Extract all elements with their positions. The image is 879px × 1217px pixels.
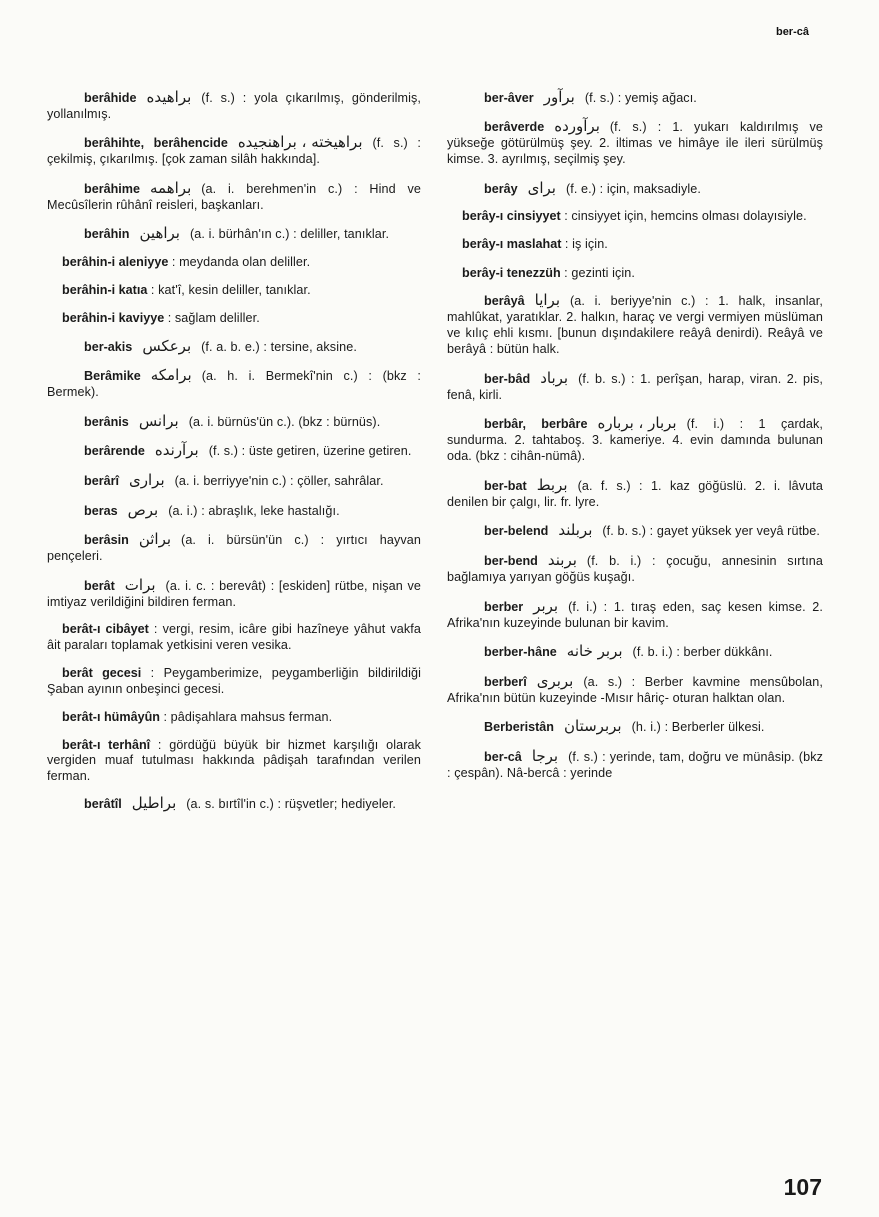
dictionary-entry: [47, 338, 421, 355]
definition: (a. i. beriyye'nin c.) : 1. halk, insanlar, mahlûkat, yaratıklar. 2. halkın, haraç ve vergi vermiyen müslüman ve kılıç ehli kısmı. [bunun dışındakilere reâyâ denirdi). Reâyâ ve berâyâ : bütün halk.: [447, 294, 823, 357]
definition: (a. i. c. : berevât) : [eskiden] rütbe, nişan ve imtiyaz verildiğini bildiren ferman.: [47, 578, 421, 609]
headword: berâhin-i aleniyye: [62, 254, 169, 269]
definition: (f. s.) : yola çıkarılmış, gönderilmiş, yollanılmış.: [47, 90, 421, 121]
guide-word: ber-câ: [775, 26, 809, 38]
definition: (a. i.) : abraşlık, leke hastalığı.: [168, 503, 340, 518]
headword: ber-bâd: [484, 371, 531, 386]
dictionary-entry: [47, 367, 421, 400]
definition: (h. i.) : Berberler ülkesi.: [631, 720, 765, 735]
page-number: 107: [783, 1174, 822, 1200]
dictionary-entry: [47, 442, 421, 459]
definition: (f. b. s.) : 1. perîşan, harap, viran. 2. pis, fenâ, kirli.: [447, 371, 823, 402]
definition: : iş için.: [564, 237, 608, 252]
headword: berâhin-i kaviyye: [62, 311, 165, 326]
headword: berbâr, berbâre: [484, 417, 588, 432]
definition: (a. i. berehmen'in c.) : Hind ve Mecûsîlerin rûhânî reisleri, başkanları.: [47, 181, 421, 212]
arabic-script: برامکه: [150, 366, 192, 385]
arabic-script: بربند: [547, 551, 577, 570]
dictionary-entry: [47, 413, 421, 430]
definition: (a. i. bürnüs'ün c.). (bkz : bürnüs).: [188, 414, 381, 429]
headword: berâhin-i katıa: [62, 283, 148, 298]
headword: Berberistân: [484, 720, 554, 735]
definition: (a. i. bürsün'ün c.) : yırtıcı hayvan pençeleri.: [47, 533, 421, 564]
headword: berây-ı maslahat: [462, 237, 562, 252]
definition: : sağlam deliller.: [167, 311, 260, 326]
headword: berber: [484, 599, 524, 614]
headword: berây: [484, 181, 518, 196]
arabic-script: برای: [527, 178, 556, 197]
dictionary-entry: [447, 718, 823, 735]
arabic-script: بربلند: [558, 521, 593, 540]
dictionary-entry: [47, 502, 421, 519]
dictionary-entry: [447, 673, 823, 706]
arabic-script: براثن: [138, 530, 172, 549]
dictionary-entry: [447, 180, 823, 197]
definition: (a. f. s.) : 1. kaz göğüslü. 2. i. lâvuta denilen bir çalgı, lir. fr. lyre.: [447, 478, 823, 509]
headword: berâhime: [84, 181, 140, 196]
definition: : gezinti için.: [564, 265, 635, 280]
headword: berber-hâne: [484, 645, 557, 660]
headword: berât-ı cibâyet: [62, 622, 149, 637]
headword: ber-belend: [484, 524, 549, 539]
headword: berberî: [484, 674, 527, 689]
headword: berât gecesi: [62, 666, 142, 680]
headword: berâverde: [484, 120, 545, 135]
subentry: [47, 283, 421, 299]
dictionary-entry: [47, 225, 421, 242]
definition: : Peygamberimize, peygamberliğin bildirildiği Şaban ayının onbeşinci gecesi.: [47, 666, 421, 696]
dictionary-entry: [447, 643, 823, 660]
arabic-script: براهمه: [150, 178, 192, 197]
subentry: [47, 622, 421, 653]
dictionary-entry: [47, 180, 421, 213]
definition: : gördüğü büyük bir hizmet karşılığı olarak vergiden muaf tutulması hakkında pâdişah tarafından verilen ferman.: [47, 737, 421, 783]
dictionary-entry: [47, 134, 421, 167]
definition: (a. i. berriyye'nin c.) : çöller, sahrâlar.: [174, 474, 384, 489]
dictionary-entry: [47, 531, 421, 564]
definition: (f. s.) : yemiş ağacı.: [584, 90, 697, 105]
arabic-script: بربط: [536, 475, 568, 494]
arabic-script: برص: [127, 500, 159, 519]
dictionary-entry: [447, 748, 823, 781]
dictionary-entry: [47, 472, 421, 489]
arabic-script: برجا: [531, 747, 559, 765]
dictionary-entry: [447, 552, 823, 585]
definition: (f. s.) : 1. yukarı kaldırılmış ve yükseğe götürülmüş şey. 2. iltimas ve himâye ile ileri sürülmüş kimse. 3. ayrılmış, seçilmiş şey.: [447, 120, 823, 167]
headword: ber-bend: [484, 554, 538, 569]
subentry: [47, 666, 421, 697]
dictionary-entry: [447, 598, 823, 631]
dictionary-entry: [47, 89, 421, 122]
headword: berây-i tenezzüh: [462, 265, 561, 280]
subentry: [47, 738, 421, 785]
arabic-script: برباد: [540, 368, 569, 387]
definition: (f. s.) : çekilmiş, çıkarılmış. [çok zaman silâh hakkında].: [47, 136, 421, 167]
subentry: [447, 209, 823, 225]
subentry: [47, 311, 421, 327]
headword: Berâmike: [84, 369, 141, 384]
definition: (f. i.) : 1. tıraş eden, saç kesen kimse. 2. Afrika'nın kuzeyinde bulunan bir kavim.: [447, 599, 823, 630]
dictionary-entry: [47, 795, 421, 812]
subentry: [47, 710, 421, 726]
definition: : vergi, resim, icâre gibi hazîneye yâhut vakfa âit paraları toplamak yetkisini veren vesika.: [47, 622, 422, 652]
headword: ber-akis: [84, 339, 133, 354]
definition: : pâdişahlara mahsus ferman.: [163, 709, 333, 724]
left-column: [47, 76, 421, 824]
definition: (a. h. i. Bermekî'nin c.) : (bkz : Bermek).: [47, 369, 421, 400]
headword: berât: [84, 578, 115, 593]
definition: (a. s.) : Berber kavmine mensûbolan, Afrika'nın bütün kuzeyinde -Mısır hâriç- oturan halktan olan.: [447, 674, 823, 705]
headword: berâsin: [84, 533, 129, 548]
headword: berâyâ: [484, 294, 525, 309]
dictionary-entry: [447, 89, 823, 106]
arabic-script: بربرستان: [564, 717, 622, 736]
arabic-script: بربری: [536, 671, 574, 690]
right-column: [447, 76, 823, 793]
definition: (f. e.) : için, maksadiyle.: [565, 181, 701, 196]
dictionary-entry: [447, 370, 823, 403]
subentry: [47, 255, 421, 271]
arabic-script: برآورده: [554, 117, 600, 136]
subentry: [447, 266, 823, 282]
headword: ber-câ: [484, 750, 522, 764]
arabic-script: برآور: [543, 87, 575, 106]
definition: (f. b. s.) : gayet yüksek yer veyâ rütbe.: [602, 524, 820, 539]
definition: (f. s.) : üste getiren, üzerine getiren.: [208, 444, 412, 459]
arabic-script: بربر خانه: [566, 642, 623, 661]
headword: berât-ı terhânî: [62, 737, 151, 752]
headword: berât-ı hümâyûn: [62, 709, 160, 724]
dictionary-entry: [447, 415, 823, 464]
definition: : meydanda olan deliller.: [171, 254, 311, 269]
arabic-script: بربر: [533, 596, 559, 615]
subentry: [447, 237, 823, 253]
arabic-script: براری: [129, 471, 165, 490]
arabic-script: برآرنده: [154, 441, 199, 460]
headword: beras: [84, 503, 118, 518]
headword: berârî: [84, 474, 120, 489]
headword: berâtîl: [84, 797, 122, 812]
headword: berânis: [84, 414, 129, 429]
headword: berârende: [84, 444, 145, 459]
headword: berâhide: [84, 90, 137, 105]
headword: berâhin: [84, 227, 130, 242]
arabic-script: بربار ، برباره: [597, 414, 677, 433]
definition: : kat'î, kesin deliller, tanıklar.: [150, 283, 311, 298]
dictionary-entry: [47, 577, 421, 610]
headword: ber-bat: [484, 478, 527, 493]
arabic-script: براطیل: [131, 794, 177, 813]
dictionary-entry: [447, 292, 823, 357]
arabic-script: براهیخته ، براهنجیده: [237, 133, 363, 152]
definition: (f. a. b. e.) : tersine, aksine.: [201, 339, 357, 354]
headword: berây-ı cinsiyyet: [462, 209, 561, 224]
dictionary-entry: [447, 118, 823, 167]
headword: berâhihte, berâhencide: [84, 136, 228, 151]
dictionary-entry: [447, 522, 823, 539]
arabic-script: برعکس: [142, 336, 192, 355]
definition: (a. i. bürhân'ın c.) : deliller, tanıklar.: [189, 227, 390, 242]
headword: ber-âver: [484, 90, 534, 105]
definition: (f. s.) : yerinde, tam, doğru ve münâsip. (bkz : çespân). Nâ-bercâ : yerinde: [447, 750, 823, 780]
definition: (f. i.) : 1 çardak, sundurma. 2. tahtaboş. 3. kameriye. 4. evin damında bulunan oda. (bkz : cihân-nümâ).: [447, 417, 823, 464]
dictionary-entry: [447, 477, 823, 510]
arabic-script: برات: [124, 575, 156, 594]
arabic-script: براهین: [139, 224, 180, 243]
definition: (f. b. i.) : berber dükkânı.: [632, 645, 773, 660]
arabic-script: برانس: [138, 411, 179, 430]
definition: : cinsiyyet için, hemcins olması dolayısiyle.: [564, 209, 807, 224]
definition: (f. b. i.) : çocuğu, annesinin sırtına bağlamıya yarıyan göğüs kuşağı.: [447, 554, 823, 585]
arabic-script: برایا: [534, 291, 560, 310]
definition: (a. s. bırtîl'in c.) : rüşvetler; hediyeler.: [186, 797, 397, 812]
arabic-script: براهیده: [146, 87, 192, 106]
